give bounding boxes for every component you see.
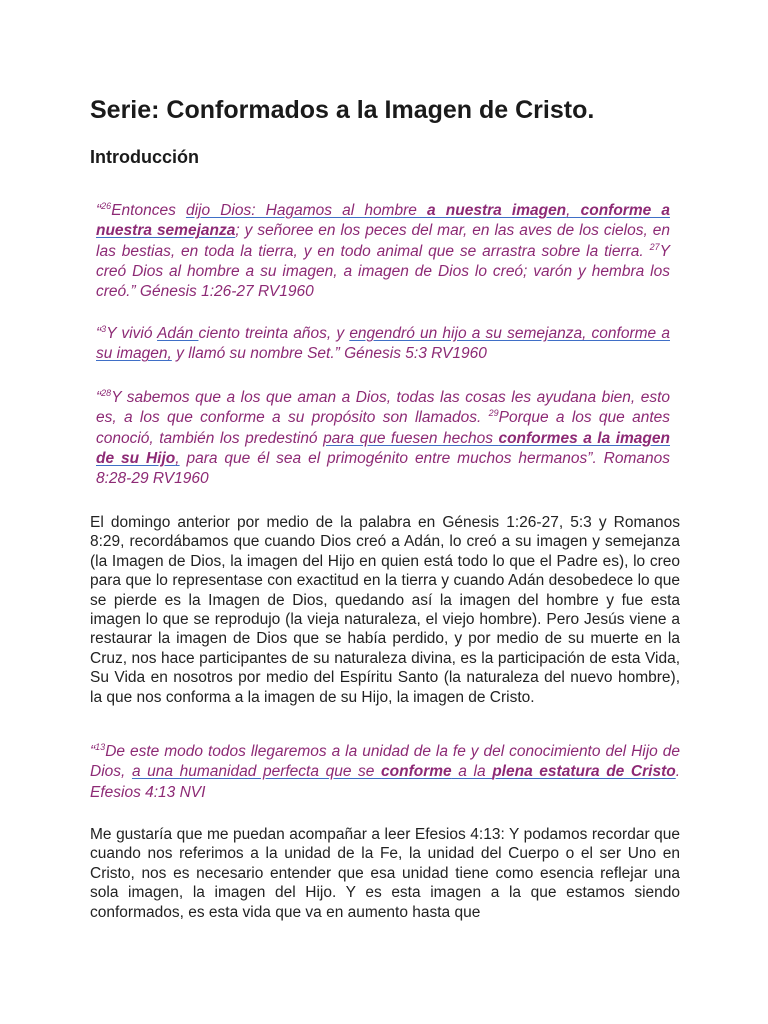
body-paragraph-2: Me gustaría que me puedan acompañar a leer Efesios 4:13: Y podamos recordar que cuando nos referimos a la unidad de la Fe, la unidad del Cuerpo o el ser Uno en Cristo, nos es necesario entender que esa unidad tiene como esencia reflejar una sola imagen, la imagen del Hijo. Y es esta imagen a la que estamos siendo conformados, es esta vida que va en aumento hasta que bbox=[90, 826, 680, 921]
section-heading: Introducción bbox=[90, 147, 199, 167]
page-title: Serie: Conformados a la Imagen de Cristo. bbox=[90, 96, 595, 124]
scripture-quote-genesis-5: “$^3$Y vivió Adán ciento treinta años, y engendró un hijo a su semejanza, conforme a su imagen, y llamó su nombre Set.” Génesis 5:3 RV1960 bbox=[96, 323, 670, 363]
body-paragraph-1: El domingo anterior por medio de la palabra en Génesis 1:26-27, 5:3 y Romanos 8:29, recordábamos que cuando Dios creó a Adán, lo creó a su imagen y semejanza (la Imagen de Dios, la imagen del Hijo en quien está todo lo que el Padre es), lo creo para que lo representase con exactitud en la tierra y cuando Adán desobedece lo que se pierde es la Imagen de Dios, quedando así la imagen del hombre y fue esta imagen lo que se reprodujo (la vieja naturaleza, el viejo hombre). Pero Jesús viene a restaurar la imagen de Dios que se había perdido, y por medio de su muerte en la Cruz, nos hace participantes de su naturaleza divina, es la participación de esta Vida, Su Vida en nosotros por medio del Espíritu Santo (la naturaleza del nuevo hombre), la que nos conforma a la imagen de su Hijo, la imagen de Cristo. bbox=[90, 514, 680, 706]
scripture-quote-genesis-1: “$^{26}$Entonces dijo Dios: Hagamos al hombre a nuestra imagen, conforme a nuestra semejanza; y señoree en los peces del mar, en las aves de los cielos, en las bestias, en toda la tierra, y en todo animal que se arrastra sobre la tierra. $^{27}$Y creó Dios al hombre a su imagen, a imagen de Dios lo creó; varón y hembra los creó.” Génesis 1:26-27 RV1960 bbox=[96, 200, 670, 301]
scripture-quote-romans-8: “$^{28}$Y sabemos que a los que aman a Dios, todas las cosas les ayudana bien, esto es, a los que conforme a su propósito son llamados. $^{29}$Porque a los que antes conoció, también los predestinó para que fuesen hechos conformes a la imagen de su Hijo, para que él sea el primogénito entre muchos hermanos”. Romanos 8:28-29 RV1960 bbox=[96, 387, 670, 488]
scripture-quote-ephesians-4: “$^{13}$De este modo todos llegaremos a la unidad de la fe y del conocimiento del Hijo de Dios, a una humanidad perfecta que se conforme a la plena estatura de Cristo. Efesios 4:13 NVI bbox=[90, 741, 681, 801]
